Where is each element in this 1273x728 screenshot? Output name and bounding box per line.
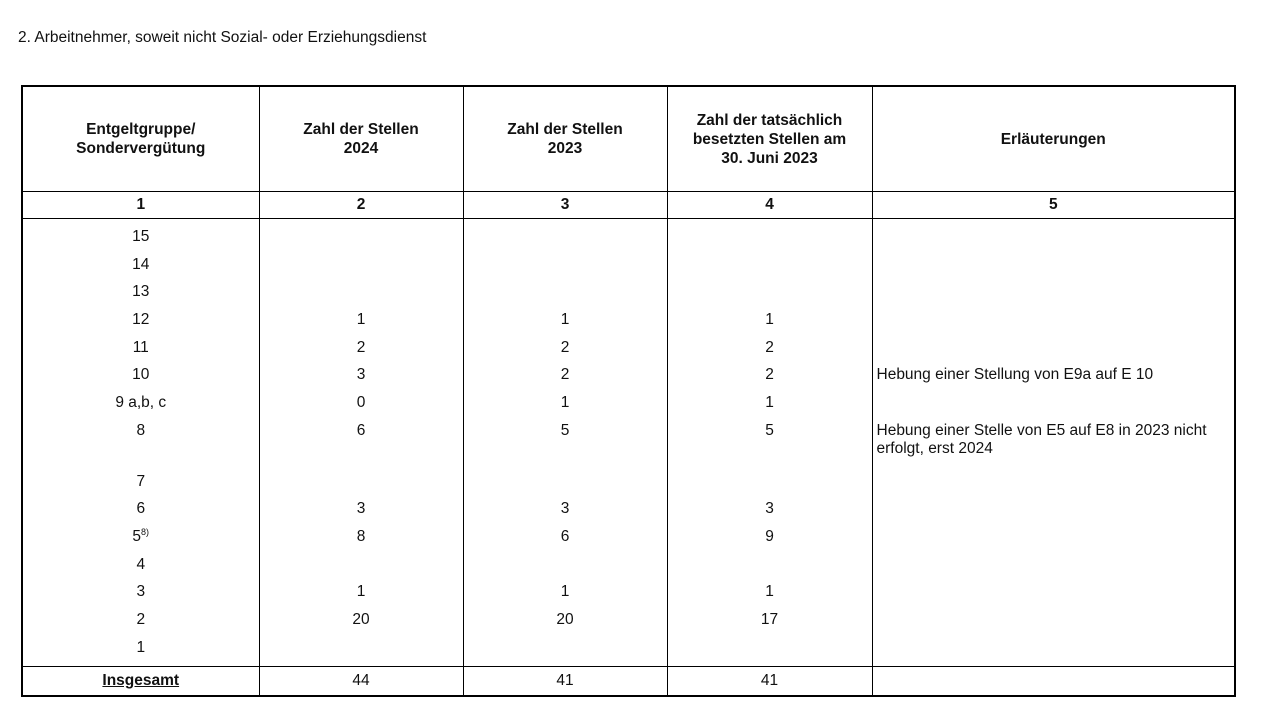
entgeltgruppe-value: 9 a,b, c (115, 393, 167, 411)
stellen-2023-cell (463, 551, 667, 579)
header-besetzte-stellen (667, 86, 872, 192)
column-number: 2 (259, 192, 463, 219)
total-stellen-2023: 41 (463, 666, 667, 696)
header-line: Zahl der Stellen (303, 121, 419, 138)
table-row (22, 306, 1235, 334)
total-label: Insgesamt (22, 666, 259, 696)
header-line: Sondervergütung (76, 140, 206, 157)
stellen-2024-cell (259, 634, 463, 666)
entgeltgruppe-cell (22, 579, 259, 607)
stellen-2024-cell: 8 (259, 523, 463, 551)
stellen-2023-cell: 3 (463, 496, 667, 524)
erlaeuterung-cell (872, 251, 1235, 279)
header-row (22, 86, 1235, 192)
total-row (22, 666, 1235, 696)
section-heading: 2. Arbeitnehmer, soweit nicht Sozial- oder Erziehungsdienst (18, 29, 427, 46)
header-line: Entgeltgruppe/ (86, 121, 196, 138)
table-row (22, 251, 1235, 279)
entgeltgruppe-cell (22, 334, 259, 362)
table-row (22, 523, 1235, 551)
header-line: 2023 (547, 140, 583, 157)
besetzt-cell: 1 (667, 579, 872, 607)
entgeltgruppe-value: 6 (136, 500, 146, 518)
stellen-2024-cell: 1 (259, 579, 463, 607)
stellen-2024-cell: 2 (259, 334, 463, 362)
stellen-2023-cell (463, 251, 667, 279)
positions-table (21, 85, 1236, 697)
entgeltgruppe-cell (22, 523, 259, 551)
erlaeuterung-cell: Hebung einer Stelle von E5 auf E8 in 2023 nicht erfolgt, erst 2024 (876, 421, 1207, 457)
stellen-2024-cell: 1 (259, 306, 463, 334)
entgeltgruppe-value: 15 (132, 227, 150, 245)
stellen-2023-cell: 1 (463, 389, 667, 417)
entgeltgruppe-value: 13 (132, 283, 150, 301)
table-row (22, 551, 1235, 579)
entgeltgruppe-value: 1 (136, 638, 146, 656)
erlaeuterung-cell (872, 496, 1235, 524)
table-row (22, 496, 1235, 524)
stellen-2024-cell: 20 (259, 606, 463, 634)
column-number-row (22, 192, 1235, 219)
erlaeuterung-cell (872, 468, 1235, 496)
table-row (22, 468, 1235, 496)
header-line: 30. Juni 2023 (721, 149, 818, 167)
erlaeuterung-cell (872, 389, 1235, 417)
entgeltgruppe-cell (22, 251, 259, 279)
stellen-2023-cell (463, 468, 667, 496)
entgeltgruppe-value: 11 (132, 338, 149, 356)
column-number: 5 (872, 192, 1235, 219)
entgeltgruppe-value: 2 (136, 611, 146, 629)
stellen-2023-cell: 20 (463, 606, 667, 634)
header-erlaeuterungen (872, 86, 1235, 192)
stellen-2023-cell: 2 (463, 361, 667, 389)
entgeltgruppe-cell (22, 496, 259, 524)
entgeltgruppe-value: 5 (132, 528, 142, 546)
stellen-2023-cell: 1 (463, 306, 667, 334)
header-line: Zahl der Stellen (507, 121, 623, 138)
table-row (22, 606, 1235, 634)
entgeltgruppe-value: 3 (136, 583, 146, 601)
besetzt-cell: 3 (667, 496, 872, 524)
total-stellen-2024: 44 (259, 666, 463, 696)
entgeltgruppe-cell (22, 634, 259, 666)
table-row (22, 334, 1235, 362)
besetzt-cell: 2 (667, 361, 872, 389)
entgeltgruppe-value: 12 (132, 310, 150, 328)
total-note (872, 666, 1235, 696)
table-row (22, 389, 1235, 417)
erlaeuterung-cell (872, 278, 1235, 306)
header-stellen-2024 (259, 86, 463, 192)
entgeltgruppe-value: 4 (136, 555, 146, 573)
entgeltgruppe-cell (22, 389, 259, 417)
entgeltgruppe-cell (22, 551, 259, 579)
entgeltgruppe-value: 8 (136, 421, 146, 439)
column-number: 4 (667, 192, 872, 219)
stellen-2023-cell: 1 (463, 579, 667, 607)
erlaeuterung-cell: Hebung einer Stellung von E9a auf E 10 (876, 366, 1154, 384)
besetzt-cell: 2 (667, 334, 872, 362)
entgeltgruppe-cell (22, 606, 259, 634)
stellen-2023-cell (463, 634, 667, 666)
header-line: besetzten Stellen am (692, 130, 847, 148)
header-line: Zahl der tatsächlich (696, 111, 843, 129)
stellen-2024-cell: 3 (259, 496, 463, 524)
table-row (22, 278, 1235, 306)
besetzt-cell: 1 (667, 389, 872, 417)
header-stellen-2023 (463, 86, 667, 192)
header-line: Erläuterungen (1000, 130, 1106, 148)
header-line: 2024 (343, 140, 379, 157)
entgeltgruppe-cell (22, 468, 259, 496)
stellen-2023-cell: 5 (463, 417, 667, 468)
table-row (22, 361, 1235, 389)
besetzt-cell (667, 251, 872, 279)
erlaeuterung-cell (872, 634, 1235, 666)
besetzt-cell (667, 219, 872, 251)
table-row (22, 579, 1235, 607)
table-row (22, 417, 1235, 468)
stellen-2023-cell: 6 (463, 523, 667, 551)
table-row (22, 219, 1235, 251)
total-besetzt: 41 (667, 666, 872, 696)
stellen-2023-cell (463, 278, 667, 306)
stellen-2024-cell (259, 278, 463, 306)
stellen-2024-cell: 0 (259, 389, 463, 417)
header-entgeltgruppe (22, 86, 259, 192)
entgeltgruppe-value: 14 (132, 255, 150, 273)
erlaeuterung-cell (872, 334, 1235, 362)
erlaeuterung-cell (872, 306, 1235, 334)
entgeltgruppe-cell (22, 417, 259, 468)
column-number: 1 (22, 192, 259, 219)
erlaeuterung-cell (872, 579, 1235, 607)
erlaeuterung-cell (872, 606, 1235, 634)
entgeltgruppe-cell (22, 219, 259, 251)
entgeltgruppe-cell (22, 361, 259, 389)
footnote-marker: 8) (141, 527, 150, 538)
erlaeuterung-cell (872, 551, 1235, 579)
erlaeuterung-cell (872, 523, 1235, 551)
stellen-2023-cell: 2 (463, 334, 667, 362)
besetzt-cell (667, 551, 872, 579)
besetzt-cell: 5 (667, 417, 872, 468)
stellen-2023-cell (463, 219, 667, 251)
besetzt-cell: 9 (667, 523, 872, 551)
besetzt-cell: 17 (667, 606, 872, 634)
besetzt-cell (667, 278, 872, 306)
besetzt-cell: 1 (667, 306, 872, 334)
erlaeuterung-cell (872, 219, 1235, 251)
stellen-2024-cell (259, 219, 463, 251)
entgeltgruppe-value: 10 (132, 366, 150, 384)
besetzt-cell (667, 634, 872, 666)
stellen-2024-cell (259, 468, 463, 496)
besetzt-cell (667, 468, 872, 496)
entgeltgruppe-value: 7 (136, 472, 146, 490)
stellen-2024-cell: 6 (259, 417, 463, 468)
table-row (22, 634, 1235, 666)
stellen-2024-cell (259, 251, 463, 279)
column-number: 3 (463, 192, 667, 219)
stellen-2024-cell (259, 551, 463, 579)
entgeltgruppe-cell (22, 306, 259, 334)
entgeltgruppe-cell (22, 278, 259, 306)
stellen-2024-cell: 3 (259, 361, 463, 389)
